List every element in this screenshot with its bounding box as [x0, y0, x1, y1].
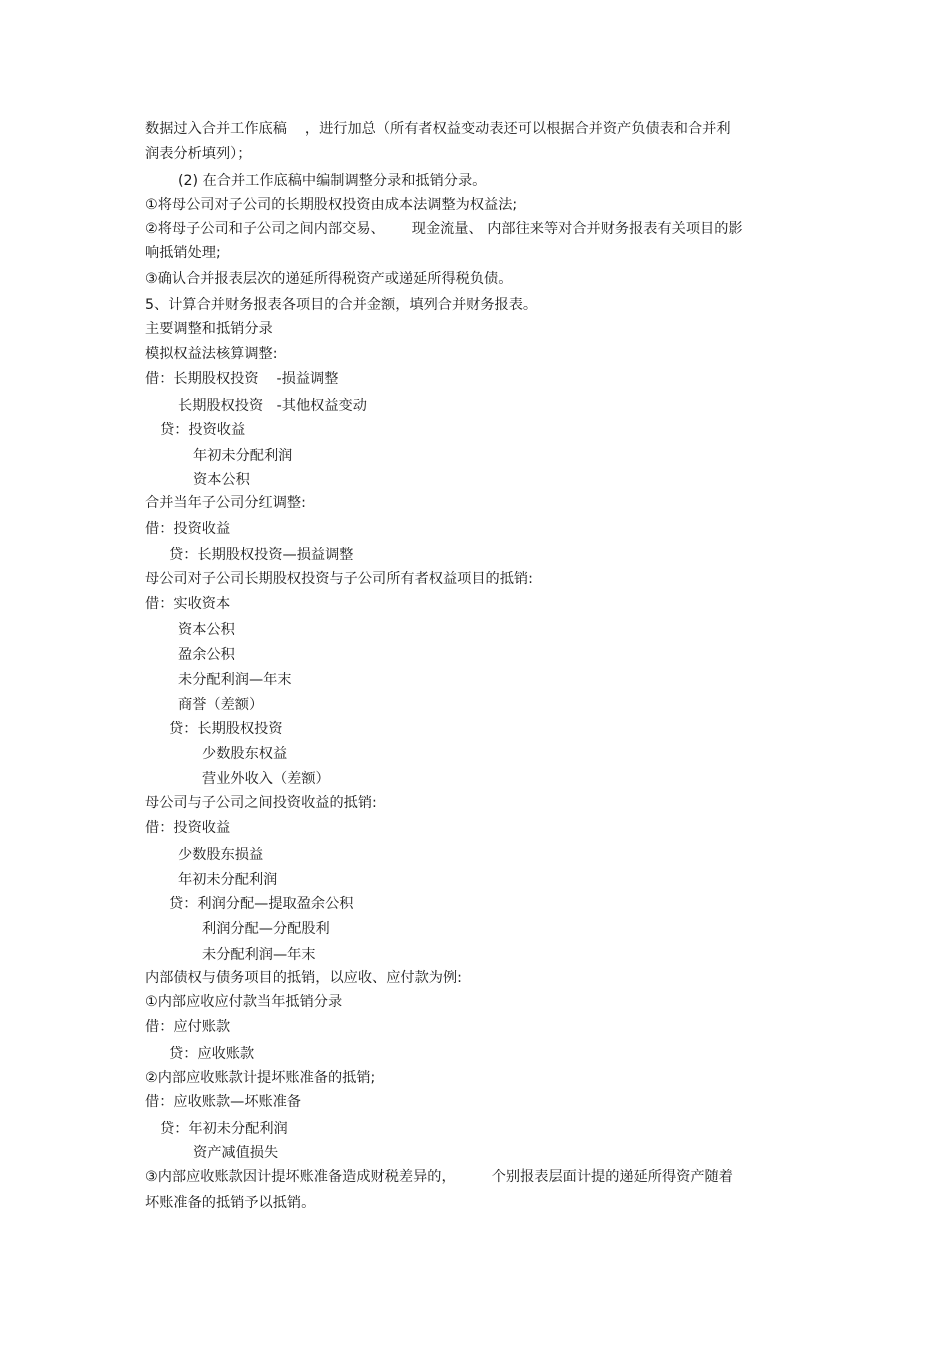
text-line: 5、计算合并财务报表各项目的合并金额，填列合并财务报表。	[145, 297, 538, 313]
text-line: 长期股权投资 -其他权益变动	[178, 398, 367, 414]
text-line: 少数股东损益	[178, 847, 264, 863]
text-line: 盈余公积	[178, 647, 235, 663]
text-line: 年初未分配利润	[193, 448, 293, 464]
text-line: 贷：应收账款	[169, 1046, 255, 1062]
text-line: 主要调整和抵销分录	[145, 321, 273, 337]
text-line: 响抵销处理;	[145, 245, 221, 261]
text-line: 借：应收账款—坏账准备	[145, 1094, 302, 1110]
text-line: 合并当年子公司分红调整:	[145, 495, 306, 511]
text-line: 内部债权与债务项目的抵销，以应收、应付款为例:	[145, 970, 462, 986]
text-line: (2) 在合并工作底稿中编制调整分录和抵销分录。	[178, 173, 487, 189]
text-line: 利润分配—分配股利	[202, 921, 330, 937]
text-line: 借：投资收益	[145, 820, 231, 836]
text-line: ①内部应收应付款当年抵销分录	[145, 994, 343, 1010]
text-line: 数据过入合并工作底稿 ，进行加总（所有者权益变动表还可以根据合并资产负债表和合并利	[145, 121, 731, 137]
text-line: 未分配利润—年末	[178, 672, 292, 688]
text-line: 营业外收入（差额）	[202, 771, 330, 787]
text-line: 母公司对子公司长期股权投资与子公司所有者权益项目的抵销:	[145, 571, 533, 587]
text-line: 坏账准备的抵销予以抵销。	[145, 1195, 316, 1211]
text-line: 商誉（差额）	[178, 697, 264, 713]
text-line: 贷：年初未分配利润	[160, 1121, 288, 1137]
text-line: 贷：长期股权投资—损益调整	[169, 547, 354, 563]
text-line: 资产减值损失	[193, 1145, 279, 1161]
text-line: 资本公积	[178, 622, 235, 638]
text-line: 少数股东权益	[202, 746, 288, 762]
text-line: 模拟权益法核算调整:	[145, 346, 278, 362]
text-line: 母公司与子公司之间投资收益的抵销:	[145, 795, 377, 811]
text-line: ③确认合并报表层次的递延所得税资产或递延所得税负债。	[145, 271, 513, 287]
text-line: ③内部应收账款因计提坏账准备造成财税差异的， 个别报表层面计提的递延所得资产随着	[145, 1169, 733, 1185]
text-line: 贷：利润分配—提取盈余公积	[169, 896, 354, 912]
text-line: 润表分析填列）；	[145, 146, 252, 162]
text-line: ①将母公司对子公司的长期股权投资由成本法调整为权益法;	[145, 197, 518, 213]
text-line: 借：应付账款	[145, 1019, 231, 1035]
text-line: 借：长期股权投资 -损益调整	[145, 371, 339, 387]
text-line: 贷：长期股权投资	[169, 721, 283, 737]
text-line: ②内部应收账款计提坏账准备的抵销;	[145, 1070, 376, 1086]
text-line: 贷：投资收益	[160, 422, 246, 438]
text-line: ②将母子公司和子公司之间内部交易、 现金流量、 内部往来等对合并财务报表有关项目的影	[145, 221, 743, 237]
text-line: 年初未分配利润	[178, 872, 278, 888]
text-line: 资本公积	[193, 472, 250, 488]
text-line: 未分配利润—年末	[202, 947, 316, 963]
text-line: 借：实收资本	[145, 596, 231, 612]
text-line: 借：投资收益	[145, 521, 231, 537]
